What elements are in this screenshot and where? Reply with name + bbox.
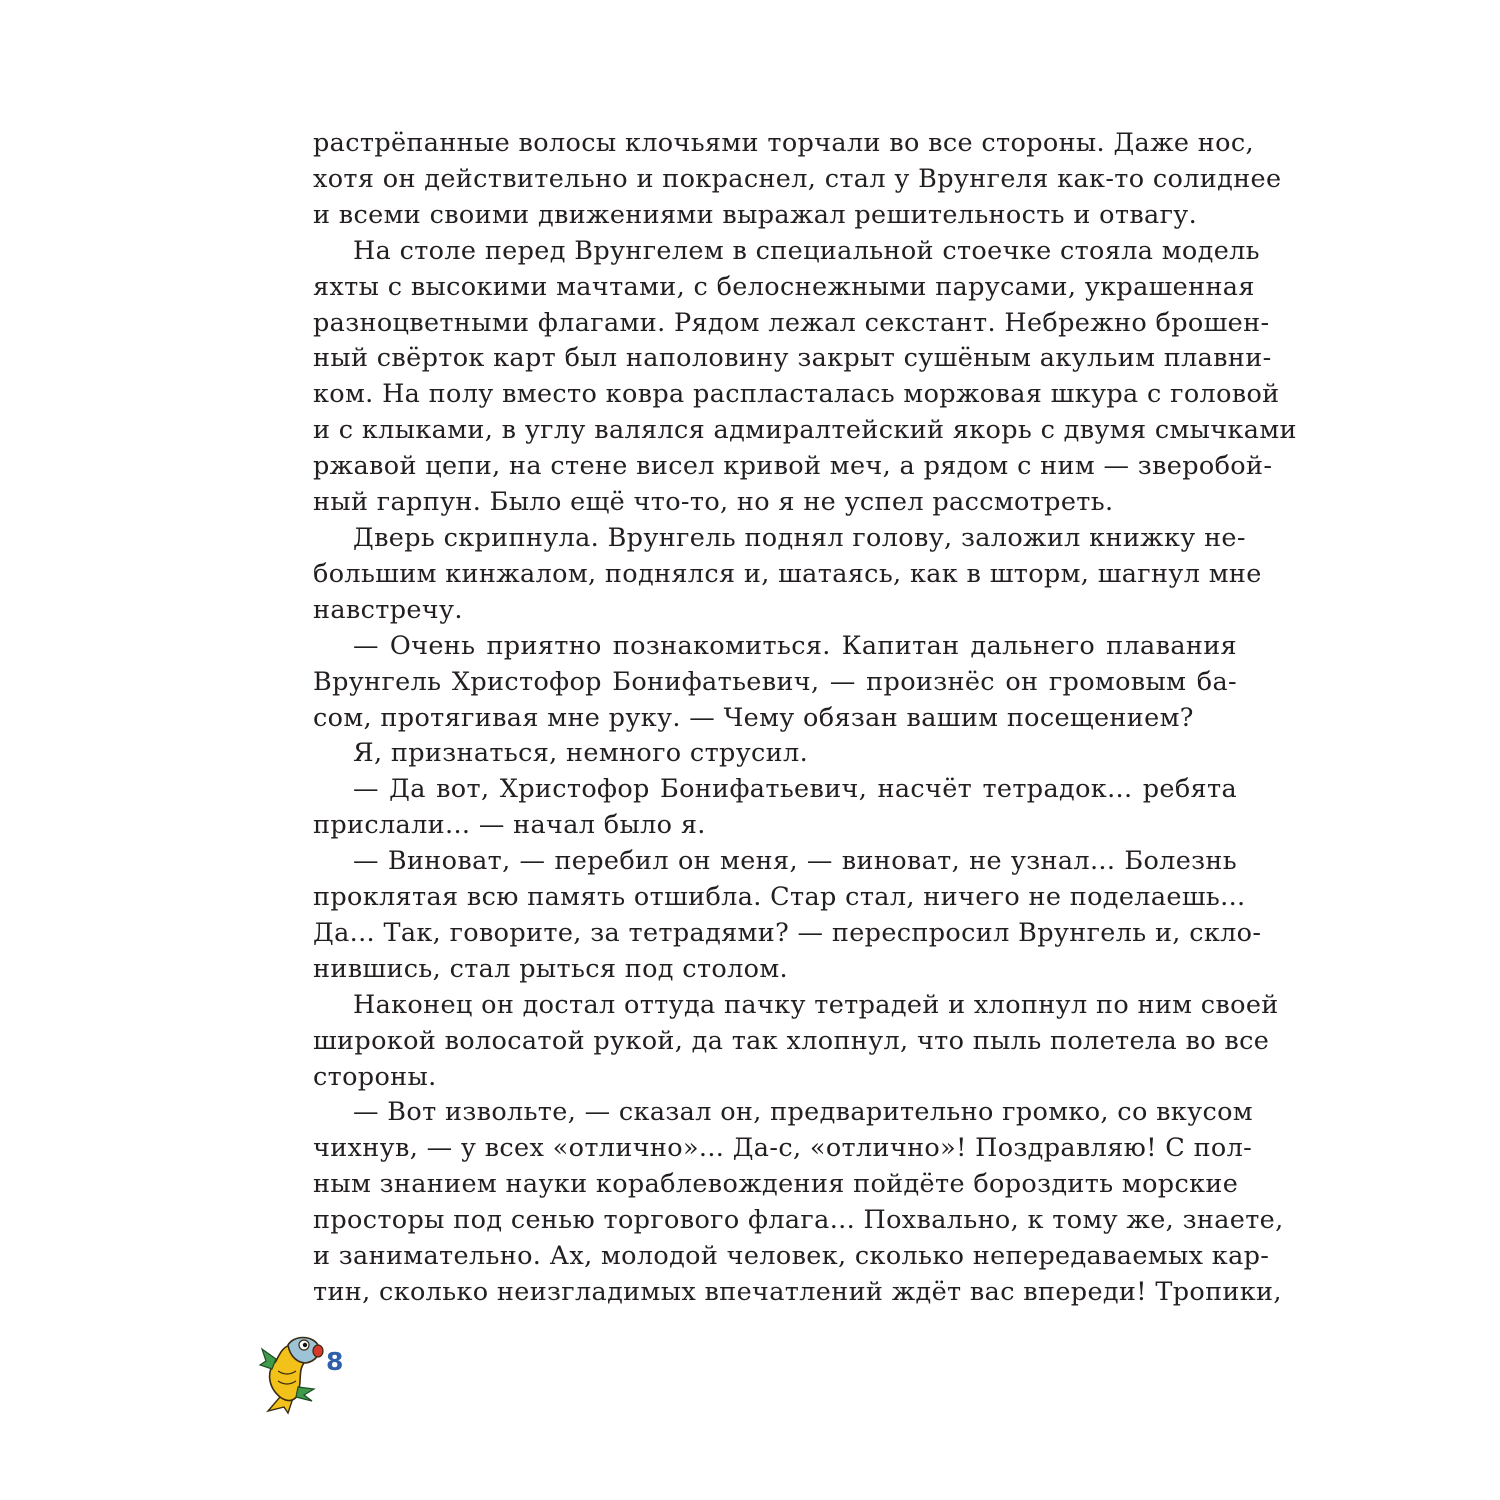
text-line: яхты с высокими мачтами, с белоснежными парусами, украшенная <box>313 271 1255 302</box>
text-line: Врунгель Христофор Бонифатьевич, — произнёс он громовым ба- <box>313 666 1237 697</box>
text-line: — Вот извольте, — сказал он, предварительно громко, со вкусом <box>353 1097 1253 1128</box>
text-line: ный гарпун. Было ещё что-то, но я не успел рассмотреть. <box>313 487 1114 518</box>
text-line: Да... Так, говорите, за тетрадями? — переспросил Врунгель и, скло- <box>313 917 1262 948</box>
text-line: хотя он действительно и покраснел, стал у Врунгеля как-то солиднее <box>313 163 1282 194</box>
fish-icon <box>258 1331 328 1415</box>
text-line: нившись, стал рыться под столом. <box>313 953 788 984</box>
text-line: и занимательно. Ах, молодой человек, сколько непередаваемых кар- <box>313 1241 1270 1272</box>
text-line: — Да вот, Христофор Бонифатьевич, насчёт тетрадок... ребята <box>353 774 1237 805</box>
paragraph <box>313 772 1237 844</box>
paragraph <box>313 988 1279 1096</box>
text-line: чихнув, — у всех «отлично»... Да-с, «отлично»! Поздравляю! С пол- <box>313 1133 1253 1164</box>
paragraph <box>313 629 1237 737</box>
paragraph <box>313 1095 1284 1310</box>
paragraph <box>313 234 1297 521</box>
text-line: и всеми своими движениями выражал решительность и отвагу. <box>313 199 1198 230</box>
text-line: навстречу. <box>313 594 463 625</box>
text-line: Я, признаться, немного струсил. <box>353 738 809 769</box>
text-line: — Очень приятно познакомиться. Капитан дальнего плавания <box>353 630 1237 661</box>
page-number: 8 <box>326 1347 344 1376</box>
text-line: ржавой цепи, на стене висел кривой меч, а рядом с ним — зверобой- <box>313 451 1273 482</box>
text-line: прислали... — начал было я. <box>313 810 706 841</box>
paragraph <box>313 736 1237 772</box>
text-line: просторы под сенью торгового флага... Похвально, к тому же, знаете, <box>313 1205 1284 1236</box>
text-line: Наконец он достал оттуда пачку тетрадей и хлопнул по ним своей <box>353 989 1279 1020</box>
text-line: стороны. <box>313 1061 437 1092</box>
text-line: ком. На полу вместо ковра распласталась моржовая шкура с головой <box>313 379 1280 410</box>
text-line: сом, протягивая мне руку. — Чему обязан вашим посещением? <box>313 702 1194 733</box>
text-line: — Виноват, — перебил он меня, — виноват, не узнал... Болезнь <box>353 846 1237 877</box>
text-line: Дверь скрипнула. Врунгель поднял голову, заложил книжку не- <box>353 522 1246 553</box>
text-line: растрёпанные волосы клочьями торчали во все стороны. Даже нос, <box>313 128 1254 158</box>
text-line: На столе перед Врунгелем в специальной стоечке стояла модель <box>353 235 1260 266</box>
page-footer <box>258 1331 358 1415</box>
text-line: широкой волосатой рукой, да так хлопнул, что пыль полетела во все <box>313 1025 1270 1056</box>
text-line: проклятая всю память отшибла. Стар стал, ничего не поделаешь... <box>313 882 1246 913</box>
paragraph <box>313 844 1262 988</box>
paragraph <box>313 521 1262 629</box>
text-line: разноцветными флагами. Рядом лежал секстант. Небрежно брошен- <box>313 307 1270 338</box>
text-line: большим кинжалом, поднялся и, шатаясь, как в шторм, шагнул мне <box>313 558 1262 589</box>
text-line: тин, сколько неизгладимых впечатлений ждёт вас впереди! Тропики, <box>313 1277 1282 1307</box>
text-line: и с клыками, в углу валялся адмиралтейский якорь с двумя смычками <box>313 415 1297 446</box>
paragraph <box>313 126 1282 234</box>
text-line: ным знанием науки кораблевождения пойдёте бороздить морские <box>313 1169 1239 1200</box>
text-line: ный свёрток карт был наполовину закрыт сушёным акульим плавни- <box>313 343 1272 374</box>
body-text <box>313 126 1297 1311</box>
